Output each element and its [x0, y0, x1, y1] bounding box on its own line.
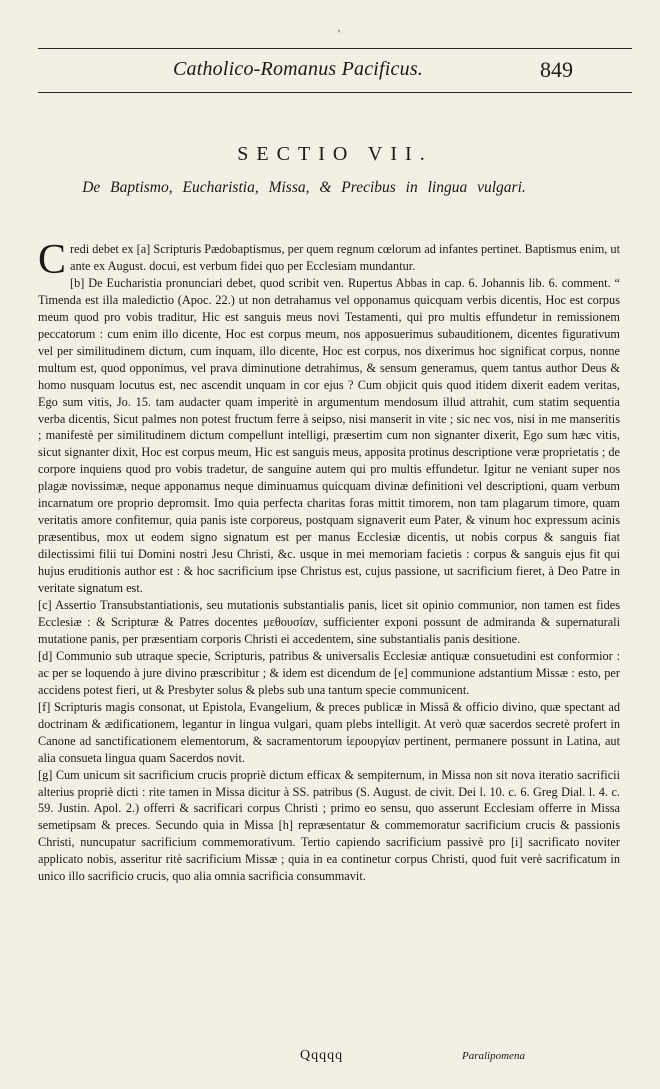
paragraph-transubstantiation: [c] Assertio Transubstantiationis, seu mutationis substantialis panis, licet sit opinio communior, non tamen est fides Ecclesiæ : & Scripturæ & Patres docentes μεθουσίαν, sufficienter exponi possunt de admiranda & supernaturali mutatione panis, per præsentiam corporis Christi ei accedentem, sine substantialis panis desitione.	[38, 598, 620, 646]
top-rule	[38, 48, 632, 49]
catchword: Paralipomena	[462, 1050, 525, 1062]
section-subtitle: De Baptismo, Eucharistia, Missa, & Precibus in lingua vulgari.	[82, 179, 526, 196]
printer-mark: '	[338, 28, 340, 40]
paragraph-vernacular: [f] Scripturis magis consonat, ut Epistola, Evangelium, & preces publicæ in Missâ & officio divino, quæ spectant ad doctrinam & ædificationem, legantur in lingua vulgari, quam plebs intelligit. At verò quæ sacerdos secretè profert in Canone ad sanctificationem elementorum, & sacramentorum ἱερουργίαν pertinent, permanere possunt in Latina, aut alia consueta lingua quam Sacerdos novit.	[38, 699, 620, 765]
paragraph-text: redi debet ex [a] Scripturis Pædobaptismus, per quem regnum cœlorum ad infantes pertinet. Baptismus enim, ut ante ex August. docui, est verbum fidei quo per Ecclesiam mundantur.	[70, 242, 620, 273]
signature-mark: Qqqqq	[300, 1048, 344, 1063]
drop-cap: C	[38, 237, 67, 283]
header-rule	[38, 92, 632, 93]
paragraph-baptism	[38, 237, 620, 283]
body-text	[38, 237, 620, 885]
running-title: Catholico-Romanus Pacificus.	[172, 58, 423, 80]
paragraph-communion: [d] Communio sub utraque specie, Scripturis, patribus & universalis Ecclesiæ antiquæ consuetudini est conformior : ac per se loquendo à jure divino præscribitur ; & idem est dicendum de [e] communione adstantium Missæ : esto, per accidens potest fieri, ut & Presbyter solus & plebs sub una tantum specie communicent.	[38, 648, 620, 697]
section-heading: SECTIO VII.	[237, 143, 433, 165]
paragraph-eucharist: [b] De Eucharistia pronunciari debet, quod scribit ven. Rupertus Abbas in cap. 6. Johannis lib. 6. comment. “ Timenda est illa maledictio (Apoc. 22.) ut non detrahamus vel opponamus quicquam verbis dicentis, Hoc est corpus meum quod pro vobis traditur, Hic est sanguis meus novi Testamenti, qui pro multis effundetur in remissionem peccatorum : cum enim illo dicente, Hoc est corpus meum, nos apposuerimus subauditionem, dicentes figurativum vel per similitudinem dictum, cum inquam, illo dicente, Hoc est corpus, nos dixerimus hoc significat corpus, nonne multum est, quod opponimus, vel prava diminutione detrahimus, & sensum generamus, quem tantus author Deus & homo nusquam locutus est, nec ascendit unquam in cor ejus ? Cum objicit quis quod itidem dixerit eadem veritas, Ego sum vitis, Jo. 15. tam audacter quam imperitè in argumentum mendosum illud attrahit, cum statim sequentia verba dicentis, Sicut palmes non potest fructum ferre à seipso, nisi manserit in vite ; sic nec vos, nisi in me manseritis ; manifestè per similitudinem dictum compellunt intelligi, præsertim cum non signanter dixerit, Ego sum hæc vitis, sicut signanter dixit, Hoc est corpus meum, Hic est sanguis meus, apposita protinus descriptione veræ proprietatis ; de corpore inquiens quod pro vobis tradetur, de sanguine autem qui pro multis effundetur. Igitur ne veniant super nos plagæ novissimæ, neque apponamus neque diminuamus quicquam divinæ definitioni vel descriptioni, quam verbum incarnatum ore proprio depromsit. Imo quia perfecta charitas foras mittit timorem, non tam plagarum timore, quam veritatis amore confitemur, quia panis iste corporeus, postquam signaverit eum Pater, & vinum hoc expressum acinis præsentibus, mox ut eodem signo signatum est per manus Ecclesiæ dicentis, ut nobis corpus & sanguis fiat dilectissimi filii tui Domini nostri Jesu Christi, &c. usque in mei memoriam facietis : corpus & sanguis ejus fit qui hujus eruditionis author est : & hoc sacrificium ipse Christus est, cujus passione, ut sacrificium fieret, à Deo Patre in veritate signatum est.	[38, 275, 620, 596]
page-number: 849	[540, 57, 573, 82]
paragraph-sacrifice: [g] Cum unicum sit sacrificium crucis propriè dictum efficax & sempiternum, in Missa non sit nova iteratio sacrificii alterius propriè dicti : rite tamen in Missa dicitur à SS. patribus (S. August. de civit. Dei l. 10. c. 6. Greg Dial. l. 4. c. 59. Justin. Apol. 2.) offerri & sacrificari corpus Christi ; primo eo sensu, quo asserunt Ecclesiam offerre in Missa semetipsam & preces. Secundo quia in Missa [h] repræsentatur & commemoratur sacrificium crucis & passionis Christi, nuncupatur sacrificium commemorativum. Tertio capiendo sacrificium passivè pro [i] sacrificato noviter applicato nobis, asseritur ritè sacrificium Missæ ; quia in ea continetur corpus Christi, quod fuit verè sacrificatum in unico illo sacrificio crucis, quo alia omnia sacrificia consummavit.	[38, 767, 620, 884]
